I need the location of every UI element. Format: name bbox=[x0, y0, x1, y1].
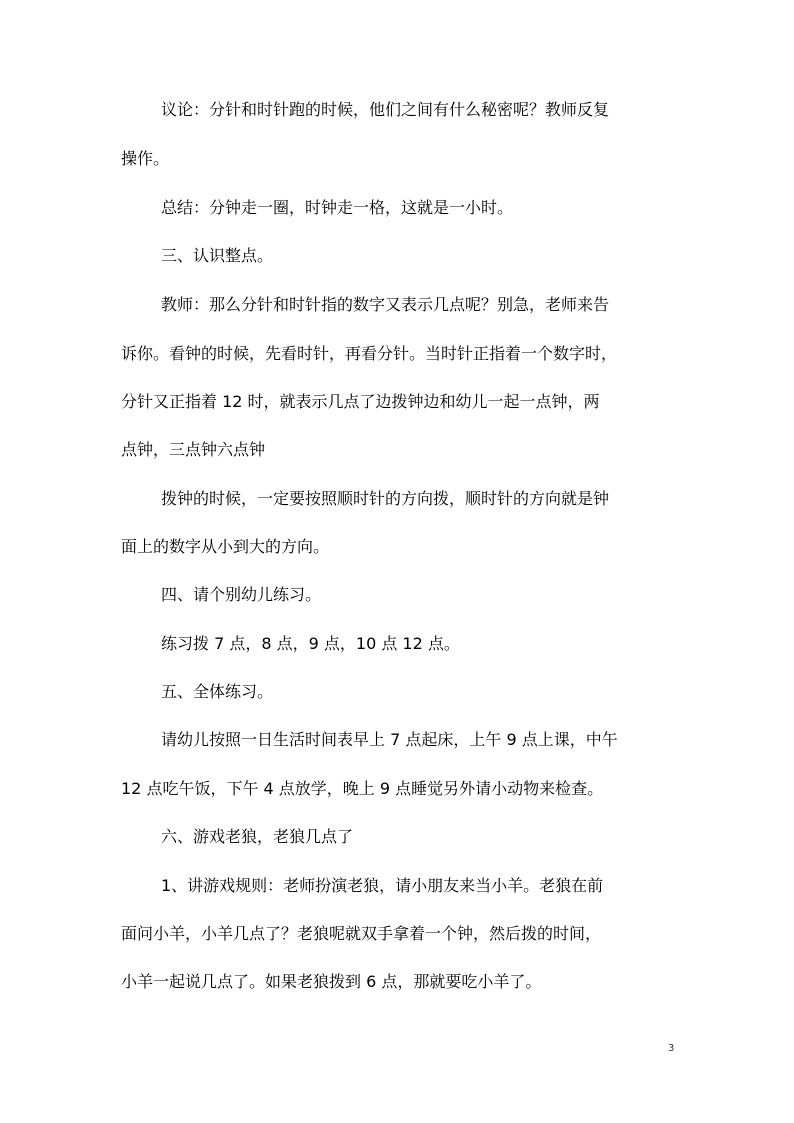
text-line: 拨钟的时候，一定要按照顺时针的方向拨，顺时针的方向就是钟 bbox=[161, 489, 610, 508]
text-line: 请幼儿按照一日生活时间表早上 7 点起床，上午 9 点上课，中午 bbox=[161, 730, 618, 749]
text-line: 12 点吃午饭，下午 4 点放学，晚上 9 点睡觉另外请小动物来检查。 bbox=[121, 779, 604, 798]
text-line: 练习拨 7 点，8 点，9 点，10 点 12 点。 bbox=[161, 634, 460, 653]
text-line: 小羊一起说几点了。如果老狼拨到 6 点，那就要吃小羊了。 bbox=[121, 972, 542, 991]
text-line: 点钟，三点钟六点钟 bbox=[121, 440, 266, 459]
text-line: 面上的数字从小到大的方向。 bbox=[121, 537, 330, 556]
section-heading: 三、认识整点。 bbox=[161, 246, 274, 265]
text-line: 面问小羊，小羊几点了？老狼呢就双手拿着一个钟，然后拨的时间， bbox=[121, 924, 602, 943]
text-line: 教师：那么分针和时针指的数字又表示几点呢？别急，老师来告 bbox=[161, 295, 610, 314]
text-line: 诉你。看钟的时候，先看时针，再看分针。当时针正指着一个数字时， bbox=[121, 344, 618, 363]
page-number: 3 bbox=[668, 1043, 675, 1054]
text-line: 议论：分针和时针跑的时候，他们之间有什么秘密呢？教师反复 bbox=[161, 100, 610, 119]
text-line: 1、讲游戏规则：老师扮演老狼，请小朋友来当小羊。老狼在前 bbox=[161, 876, 604, 895]
section-heading: 六、游戏老狼，老狼几点了 bbox=[161, 827, 354, 846]
section-heading: 五、全体练习。 bbox=[161, 682, 274, 701]
text-line: 分针又正指着 12 时，就表示几点了边拨钟边和幼儿一起一点钟，两 bbox=[121, 392, 600, 411]
text-line: 总结：分钟走一圈，时钟走一格，这就是一小时。 bbox=[161, 198, 514, 217]
section-heading: 四、请个别幼儿练习。 bbox=[161, 585, 322, 604]
text-line: 操作。 bbox=[121, 149, 170, 168]
